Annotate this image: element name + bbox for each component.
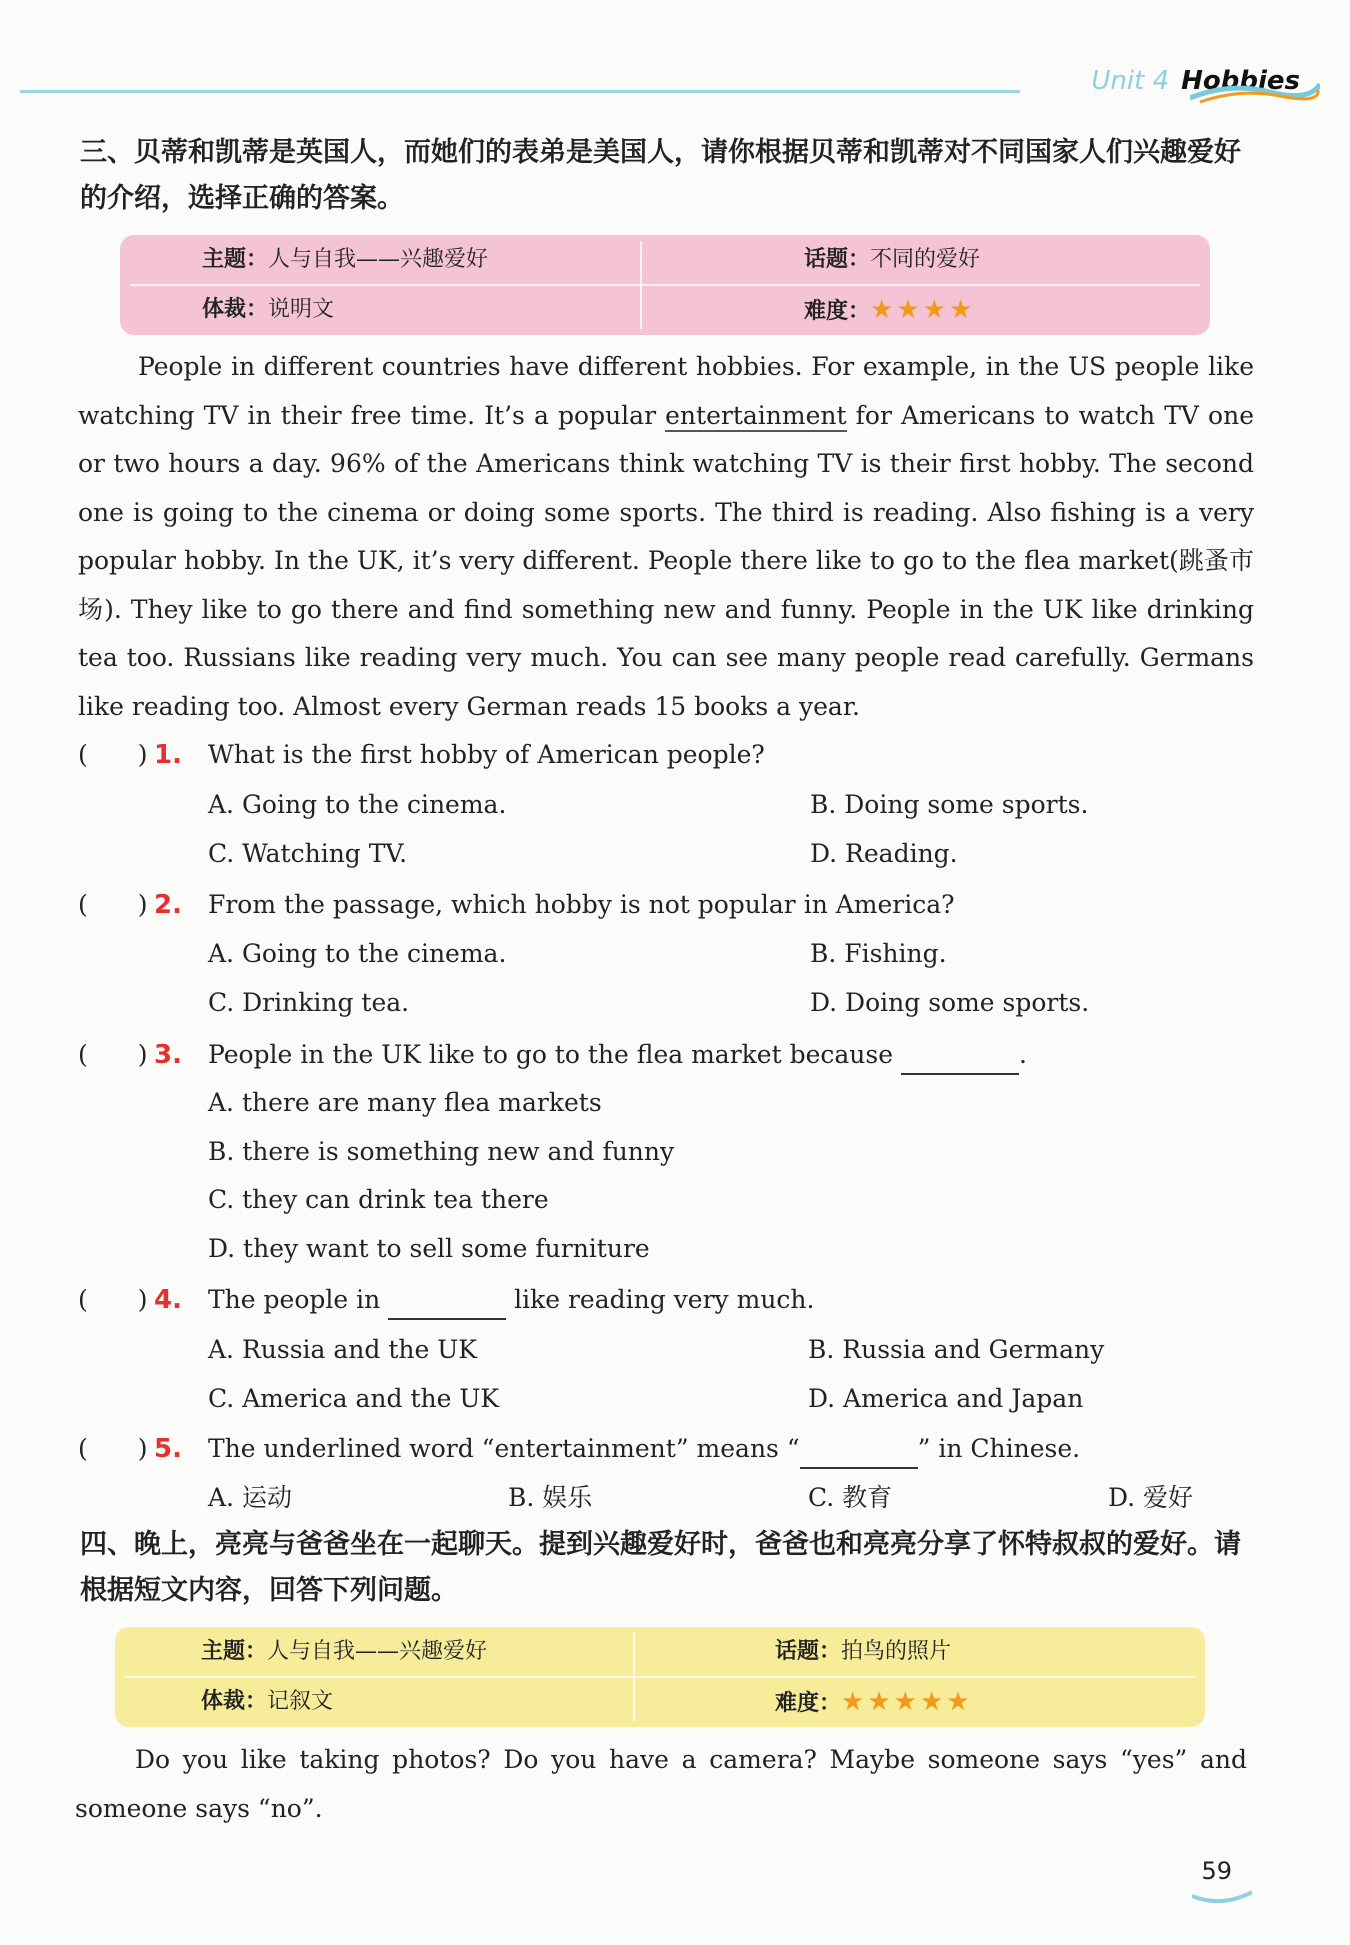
- option-d: D. they want to sell some furniture: [208, 1234, 650, 1263]
- passage-text-2: for Americans to watch TV one or two hours a day. 96% of the Americans think watching TV is their first hobby. The second one is going to the cinema or doing some sports. The third is reading. Also fishing is a very popular hobby. In the UK, it’s very different. People there like to go to the flea market(跳蚤市场). They like to go there and find something new and funny. People in the UK like drinking tea too. Russians like reading very much. You can see many people read carefully. Germans like reading too. Almost every German reads 15 books a year.: [78, 400, 1254, 721]
- option-d: D. Doing some sports.: [810, 988, 1090, 1017]
- fill-blank[interactable]: [388, 1290, 506, 1320]
- option-b: B. Russia and Germany: [808, 1335, 1105, 1364]
- page-number: 59: [1201, 1857, 1232, 1885]
- answer-bracket[interactable]: ( ): [78, 740, 148, 769]
- genre-value: 说明文: [268, 297, 335, 322]
- option-d: D. America and Japan: [808, 1384, 1084, 1413]
- option-b: B. there is something new and funny: [208, 1137, 675, 1166]
- stem-text-b: .: [1018, 1040, 1027, 1069]
- topic-label: 话题：: [775, 1639, 842, 1664]
- header-rule: [20, 90, 1020, 93]
- theme-label: 主题：: [201, 1639, 268, 1664]
- question-stem: [208, 1280, 814, 1320]
- question-number: 5.: [154, 1434, 182, 1464]
- unit-label: Unit 4: [1091, 66, 1170, 96]
- option-a: A. there are many flea markets: [208, 1088, 602, 1117]
- option-d: D. Reading.: [810, 839, 958, 868]
- stem-text-b: ” in Chinese.: [917, 1434, 1081, 1463]
- question-number: 1.: [154, 740, 182, 770]
- option-c: C. they can drink tea there: [208, 1185, 549, 1214]
- option-c: C. Drinking tea.: [208, 988, 410, 1017]
- question-stem: From the passage, which hobby is not popular in America?: [208, 890, 955, 919]
- question-3: [78, 1035, 1258, 1075]
- difficulty-label: 难度：: [775, 1691, 842, 1716]
- question-5: [78, 1429, 1258, 1469]
- wave-decoration-icon: [1190, 80, 1320, 104]
- fill-blank[interactable]: [901, 1045, 1019, 1075]
- answer-bracket[interactable]: ( ): [78, 890, 148, 919]
- question-number: 3.: [154, 1040, 182, 1070]
- question-number: 2.: [154, 890, 182, 920]
- question-4: [78, 1280, 1258, 1320]
- section3-passage: [78, 343, 1254, 731]
- option-d: D. 爱好: [1108, 1483, 1194, 1512]
- option-b: B. 娱乐: [508, 1483, 593, 1512]
- topic-label: 话题：: [804, 247, 871, 272]
- question-number: 4.: [154, 1285, 182, 1315]
- difficulty-label: 难度：: [804, 299, 871, 324]
- genre-value: 记叙文: [267, 1689, 334, 1714]
- stem-text-a: People in the UK like to go to the flea market because: [208, 1040, 901, 1069]
- option-a: A. Going to the cinema.: [208, 790, 507, 819]
- option-a: A. Going to the cinema.: [208, 939, 507, 968]
- answer-bracket[interactable]: ( ): [78, 1285, 148, 1314]
- page-wave-icon: [1192, 1888, 1252, 1906]
- option-a: A. 运动: [208, 1483, 292, 1512]
- stem-text-a: The underlined word “entertainment” means “: [208, 1434, 800, 1463]
- section4-title: 四、晚上，亮亮与爸爸坐在一起聊天。提到兴趣爱好时，爸爸也和亮亮分享了怀特叔叔的爱好。请根据短文内容，回答下列问题。: [80, 1529, 1241, 1606]
- section3-title: 三、贝蒂和凯蒂是英国人，而她们的表弟是美国人，请你根据贝蒂和凯蒂对不同国家人们兴趣爱好的介绍，选择正确的答案。: [80, 137, 1241, 214]
- option-c: C. America and the UK: [208, 1384, 500, 1413]
- section4-passage-text: Do you like taking photos? Do you have a camera? Maybe someone says “yes” and someone says “no”.: [75, 1745, 1247, 1823]
- answer-bracket[interactable]: ( ): [78, 1434, 148, 1463]
- theme-value: 人与自我——兴趣爱好: [268, 247, 489, 272]
- topic-value: 不同的爱好: [870, 247, 981, 272]
- stem-text-b: like reading very much.: [506, 1285, 815, 1314]
- option-a: A. Russia and the UK: [208, 1335, 477, 1364]
- option-b: B. Fishing.: [810, 939, 947, 968]
- theme-label: 主题：: [202, 247, 269, 272]
- question-stem: What is the first hobby of American people?: [208, 740, 765, 769]
- section3-info-box: [120, 235, 1210, 335]
- theme-value: 人与自我——兴趣爱好: [267, 1639, 488, 1664]
- underlined-word: entertainment: [665, 400, 847, 430]
- section4-info-box: [115, 1627, 1205, 1727]
- difficulty-stars-icon: ★★★★★: [841, 1687, 973, 1717]
- difficulty-stars-icon: ★★★★: [870, 295, 976, 325]
- question-2: [78, 885, 1258, 925]
- genre-label: 体裁：: [202, 297, 269, 322]
- stem-text-a: The people in: [208, 1285, 389, 1314]
- option-c: C. Watching TV.: [208, 839, 408, 868]
- answer-bracket[interactable]: ( ): [78, 1040, 148, 1069]
- option-c: C. 教育: [808, 1483, 893, 1512]
- fill-blank[interactable]: [800, 1439, 918, 1469]
- option-b: B. Doing some sports.: [810, 790, 1089, 819]
- passage-text-1: People in different countries have different hobbies. For example, in the US people like watching TV in their free time. It’s a popular: [78, 352, 1254, 430]
- question-1: [78, 735, 1258, 775]
- section4-passage: [75, 1736, 1247, 1833]
- topic-value: 拍鸟的照片: [841, 1639, 952, 1664]
- question-stem: [208, 1429, 1080, 1469]
- genre-label: 体裁：: [201, 1689, 268, 1714]
- unit-title: Hobbies: [1181, 66, 1300, 96]
- question-stem: [208, 1035, 1027, 1075]
